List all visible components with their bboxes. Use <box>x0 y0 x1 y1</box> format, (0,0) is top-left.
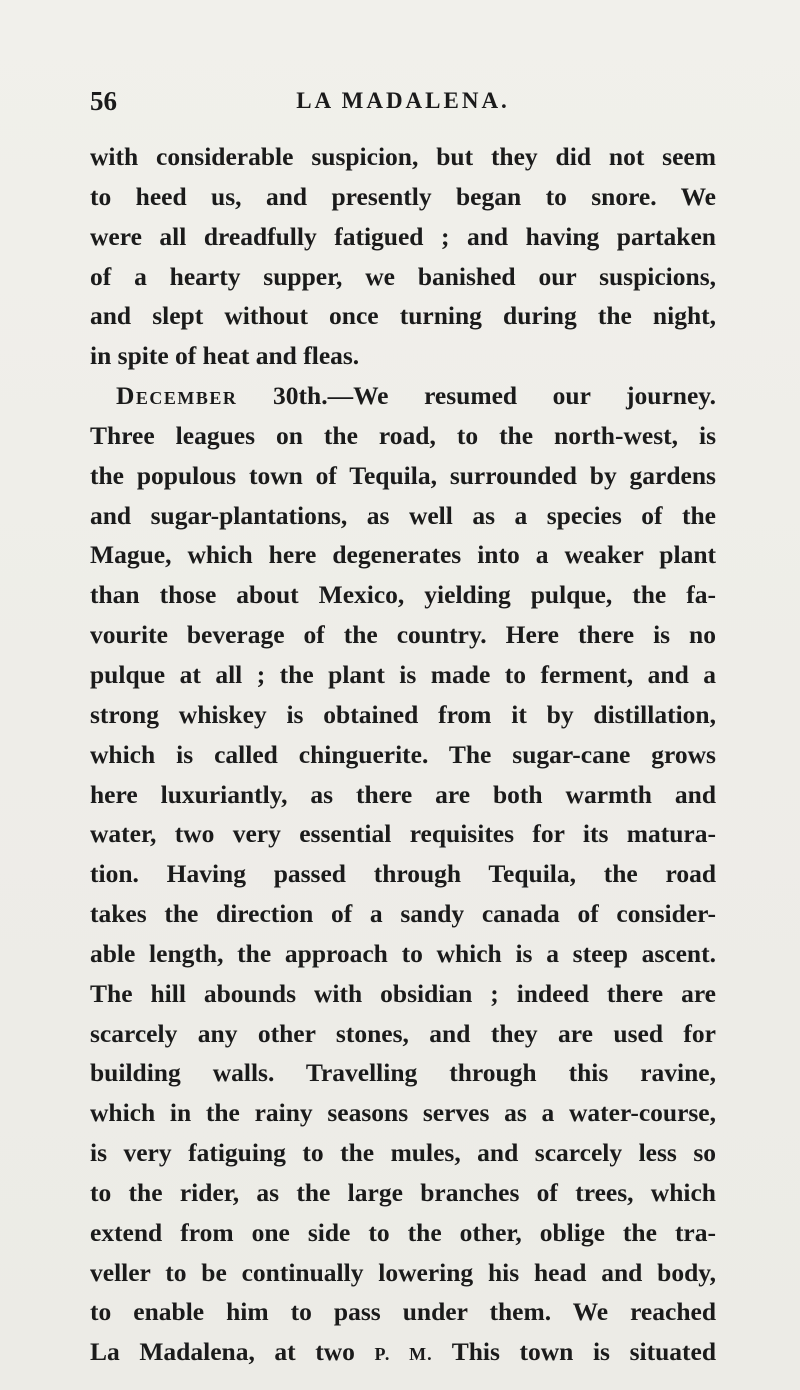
text-line-start: La Madalena, at two <box>90 1337 355 1367</box>
text-line: were all dreadfully fatigued ; and having partaken <box>90 221 716 251</box>
text-line-remainder: —We resumed our journey. <box>327 381 716 411</box>
text-line: able length, the approach to which is a steep ascent. <box>90 938 716 968</box>
page-number: 56 <box>90 86 117 116</box>
date-month: December <box>116 381 238 411</box>
text-line: here luxuriantly, as there are both warmth and <box>90 779 716 809</box>
text-line-with-date <box>90 376 716 416</box>
page-header <box>90 86 716 122</box>
text-line: than those about Mexico, yielding pulque, the fa- <box>90 580 716 610</box>
text-line: to heed us, and presently began to snore. We <box>90 181 716 211</box>
text-line: water, two very essential requisites for its matura- <box>90 819 716 849</box>
text-line: vourite beverage of the country. Here there is no <box>90 620 716 650</box>
text-line: The hill abounds with obsidian ; indeed there are <box>90 978 716 1008</box>
text-line: of a hearty supper, we banished our suspicions, <box>90 261 716 291</box>
text-line: the populous town of Tequila, surrounded by gardens <box>90 460 716 490</box>
text-line: pulque at all ; the plant is made to ferment, and a <box>90 659 716 689</box>
text-line: with considerable suspicion, but they did not seem <box>90 142 716 171</box>
text-line: Three leagues on the road, to the north-west, is <box>90 420 716 450</box>
text-line: takes the direction of a sandy canada of consider- <box>90 899 716 929</box>
text-line: veller to be continually lowering his head and body, <box>90 1257 716 1287</box>
text-line: to enable him to pass under them. We reached <box>90 1297 716 1327</box>
text-line: building walls. Travelling through this ravine, <box>90 1058 716 1088</box>
text-line: scarcely any other stones, and they are used for <box>90 1018 716 1048</box>
text-line: and slept without once turning during the night, <box>90 301 716 331</box>
date-day: 30th. <box>273 381 328 411</box>
running-title: LA MADALENA. <box>296 88 510 113</box>
text-line: strong whiskey is obtained from it by distillation, <box>90 699 716 729</box>
text-line: Mague, which here degenerates into a weaker plant <box>90 540 716 570</box>
text-line: which is called chinguerite. The sugar-cane grows <box>90 739 716 769</box>
text-line: is very fatiguing to the mules, and scarcely less so <box>90 1138 716 1168</box>
body-text <box>90 137 716 1372</box>
text-line: to the rider, as the large branches of trees, which <box>90 1177 716 1207</box>
text-line: which in the rainy seasons serves as a water-course, <box>90 1098 716 1128</box>
text-line-end: This town is situated <box>451 1337 716 1367</box>
text-line: and sugar-plantations, as well as a species of the <box>90 500 716 530</box>
text-line: in spite of heat and fleas. <box>90 341 360 371</box>
text-line-with-time <box>90 1332 716 1372</box>
time-marker: P. M. <box>374 1344 433 1365</box>
text-line: extend from one side to the other, oblige the tra- <box>90 1217 716 1247</box>
text-line: tion. Having passed through Tequila, the road <box>90 859 716 889</box>
